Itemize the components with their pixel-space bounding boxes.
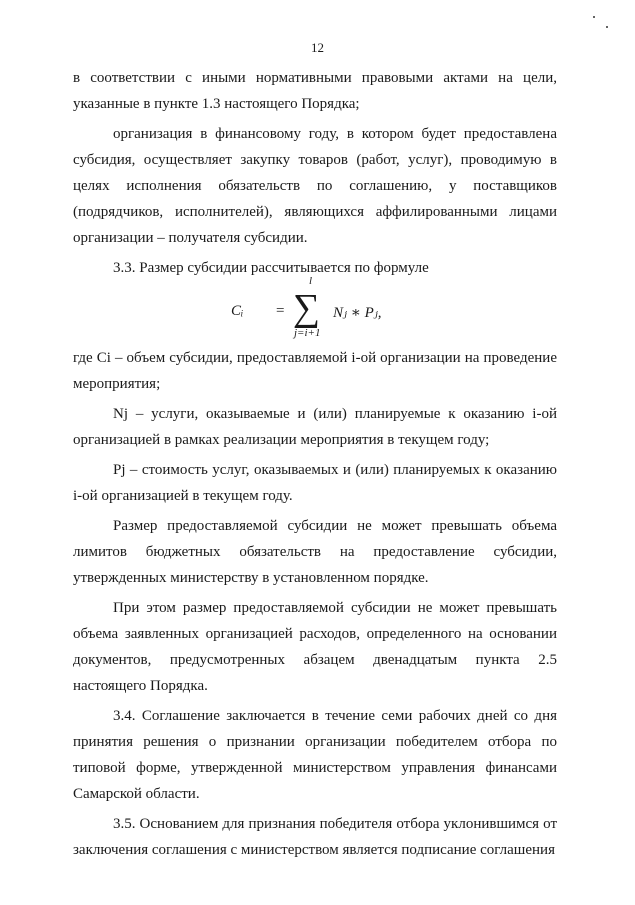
formula-equals: =	[276, 303, 285, 319]
bottom-paragraph: Nj – услуги, оказываемые и (или) планируемые к оказанию i-ой организацией в рамках реализации мероприятия в текущем году;	[73, 406, 557, 448]
top-paragraph: организация в финансовому году, в котором будет предоставлена субсидия, осуществляет закупку товаров (работ, услуг), проводимую в целях исполнения обязательств по соглашению, у поставщиков (подрядчиков, исполнителей), являющихся аффилированными лицами организации – получателя субсидии.	[73, 126, 557, 246]
formula-lower-limit: j=i+1	[294, 327, 321, 339]
bottom-paragraph: 3.5. Основанием для признания победителя отбора уклонившимся от заключения соглашения с министерством является подписание соглашения	[73, 816, 557, 858]
page-number: 12	[311, 40, 324, 55]
formula-rhs: Nⱼ ∗ Pⱼ,	[333, 305, 382, 321]
bottom-paragraph: Pj – стоимость услуг, оказываемых и (или) планируемых к оказанию i-ой организацией в текущем году.	[73, 462, 557, 504]
subsidy-formula	[73, 275, 557, 345]
bottom-paragraph: 3.4. Соглашение заключается в течение семи рабочих дней со дня принятия решения о признании организации победителем отбора по типовой форме, утвержденной министерством управления финансами Самарской области.	[73, 708, 557, 802]
top-paragraph: 3.3. Размер субсидии рассчитывается по формуле	[113, 260, 429, 276]
paragraphs-bottom	[73, 345, 557, 863]
bottom-paragraph: где Ci – объем субсидии, предоставляемой i-ой организации на проведение мероприятия;	[73, 350, 557, 392]
paragraphs-top	[73, 65, 557, 281]
summation-icon: ∑	[293, 287, 321, 329]
document-body	[73, 65, 557, 863]
formula-lhs: Cᵢ	[231, 303, 244, 319]
scan-speck	[593, 16, 595, 18]
bottom-paragraph: Размер предоставляемой субсидии не может превышать объема лимитов бюджетных обязательств на предоставление субсидии, утвержденных министерству в установленном порядке.	[73, 518, 557, 586]
formula-upper-limit: l	[309, 275, 313, 287]
top-paragraph: в соответствии с иными нормативными правовыми актами на цели, указанные в пункте 1.3 настоящего Порядка;	[73, 70, 557, 112]
bottom-paragraph: При этом размер предоставляемой субсидии не может превышать объема заявленных организацией расходов, определенного на основании документов, предусмотренных абзацем двенадцатым пункта 2.5 настоящего Порядка.	[73, 600, 557, 694]
scan-speck	[606, 26, 608, 28]
